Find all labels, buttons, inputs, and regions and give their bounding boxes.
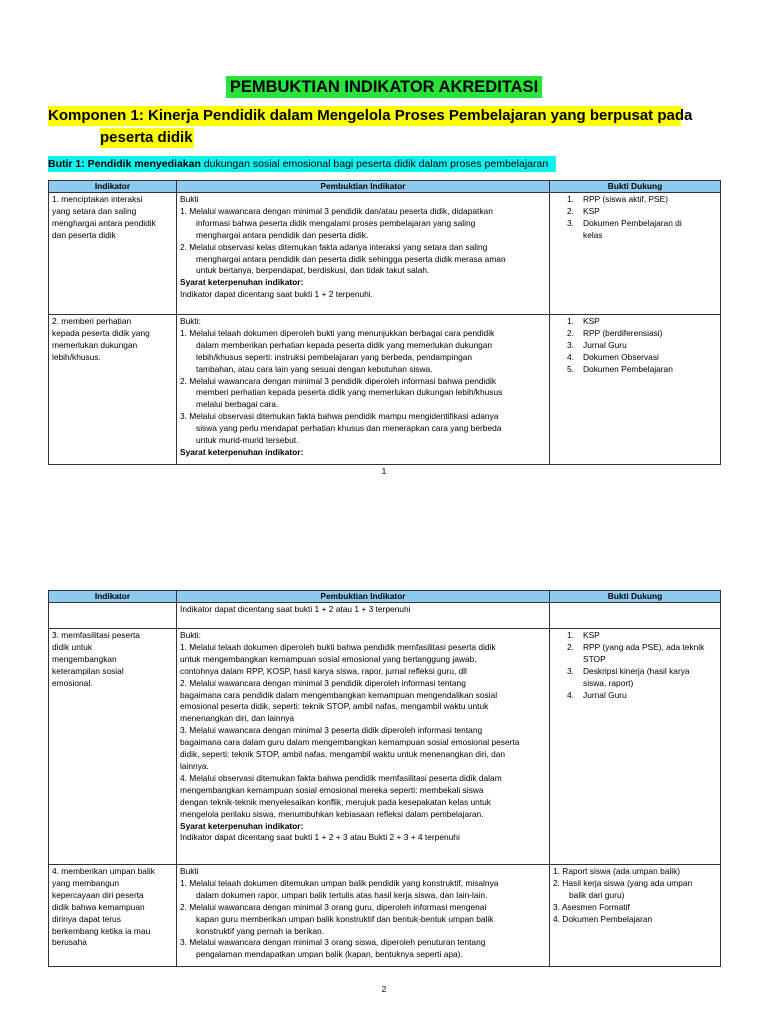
list-item: 3. Dokumen Pembelajaran di: [567, 217, 682, 228]
pembuktian-line: 4. Melalui observasi ditemukan fakta bahwa pendidik memfasilitasi peserta didik dalam: [180, 772, 502, 783]
pembuktian-line: bagaimana cara dalam guru dalam mengembangkan kemampuan sosial emosional peserta: [180, 737, 520, 748]
bukti-dukung-cell: [550, 315, 721, 465]
pembuktian-line: menghargai antara pendidik dan peserta didik.: [196, 229, 369, 240]
list-item: 1. RPP (siswa aktif, PSE): [567, 194, 669, 204]
butir-heading: [48, 156, 556, 172]
bukti-line: balik dari guru): [569, 889, 625, 900]
indikator-line: 3. memfasilitasi peserta: [52, 630, 140, 640]
pembuktian-line: dengan teknik-teknik menyelesaikan konflik, merujuk pada kesepakatan kelas untuk: [180, 796, 491, 807]
document-title: PEMBUKTIAN INDIKATOR AKREDITASI: [226, 76, 542, 98]
header-pembuktian: Pembuktian Indikator: [177, 181, 550, 193]
table-header-row: [49, 181, 721, 193]
indikator-line: lebih/khusus.: [52, 351, 101, 362]
header-bukti-dukung: Bukti Dukung: [550, 591, 721, 603]
pembuktian-line: untuk mengembangkan kemampuan sosial emosional yang bertanggung jawab,: [180, 653, 477, 664]
pembuktian-line: 3. Melalui wawancara dengan minimal 3 peserta didik diperoleh informasi tentang: [180, 725, 483, 736]
indikator-cell: [49, 603, 177, 629]
syarat-text: Indikator dapat dicentang saat bukti 1 + 2 + 3 atau Bukti 2 + 3 + 4 terpenuhi: [180, 832, 460, 843]
bukti-dukung-cell: [550, 865, 721, 967]
pembuktian-line: 1. Melalui telaah dokumen diperoleh bukti bahwa pendidik memfasilitasi peserta didik: [180, 641, 496, 652]
pembuktian-line: emosional peserta didik, seperti: teknik STOP, ambil nafas, mengambil waktu untuk: [180, 701, 489, 712]
pembuktian-head: Bukti: [180, 866, 199, 876]
bukti-dukung-cell: [550, 629, 721, 865]
indikator-cell: [49, 315, 177, 465]
pembuktian-line: 1. Melalui wawancara dengan minimal 3 pendidik dan/atau peserta didik, didapatkan: [180, 205, 493, 216]
list-item: 1. KSP: [567, 630, 600, 640]
list-item: 2. KSP: [567, 205, 600, 216]
pembuktian-line: konstruktif yang pernah ia berikan.: [196, 925, 325, 936]
indikator-line: 4. memberikan umpan balik: [52, 866, 155, 876]
indikator-line: dirinya dapat terus: [52, 913, 121, 924]
komponen-heading-line1: Komponen 1: Kinerja Pendidik dalam Mengelola Proses Pembelajaran yang berpusat pada: [48, 107, 693, 124]
bukti-line: 2. Hasil kerja siswa (yang ada umpan: [553, 877, 693, 888]
pembuktian-line: menghargai antara pendidik dan peserta didik sehingga peserta didik merasa aman: [196, 253, 506, 264]
butir-heading-rest: dukungan sosial emosional bagi peserta didik dalam proses pembelajaran: [200, 158, 549, 170]
pembuktian-cell: [177, 315, 550, 465]
indicator-table-page2: [48, 590, 721, 967]
pembuktian-line: mengembangkan kemampuan sosial emosional mereka seperti: membekali siswa: [180, 784, 484, 795]
bukti-line: 4. Dokumen Pembelajaran: [553, 913, 653, 924]
pembuktian-line: siswa yang perlu mendapat perhatian khusus dan menerapkan cara yang berbeda: [196, 423, 502, 434]
indikator-line: mengembangkan: [52, 653, 117, 664]
list-item: 5. Dokumen Pembelajaran: [567, 363, 673, 374]
pembuktian-line: 2. Melalui wawancara dengan minimal 3 pendidik diperoleh informasi tentang: [180, 677, 466, 688]
page-number: 2: [381, 984, 387, 994]
indikator-line: berusaha: [52, 937, 87, 948]
bukti-dukung-cell: [550, 193, 721, 315]
bukti-list: [553, 194, 717, 242]
pembuktian-cell: [177, 629, 550, 865]
pembuktian-head: Bukti: [180, 194, 199, 204]
pembuktian-line: dalam dokumen rapor, umpan balik tertulis atas hasil kerja siswa, dan lain-lain.: [196, 889, 488, 900]
bukti-line: 3. Asesmen Formatif: [553, 901, 630, 912]
list-item: STOP: [583, 653, 606, 664]
pembuktian-line: melalui berbagai cara.: [196, 399, 279, 410]
indikator-line: didik bahwa kemampuan: [52, 901, 145, 912]
pembuktian-line: untuk murid-murid tersebut.: [196, 435, 299, 446]
pembuktian-line: pengalaman mendapatkan umpan balik (kapan, bentuknya seperti apa).: [196, 949, 463, 960]
table-row: [49, 865, 721, 967]
pembuktian-line: 2. Melalui observasi kelas ditemukan fakta adanya interaksi yang setara dan saling: [180, 241, 488, 252]
indikator-line: emosional.: [52, 677, 93, 688]
table-row: [49, 603, 721, 629]
indikator-line: yang setara dan saling: [52, 205, 137, 216]
indikator-line: menghargai antara pendidik: [52, 217, 156, 228]
list-item: 2. RPP (yang ada PSE), ada teknik: [567, 641, 705, 652]
pembuktian-cell: [177, 865, 550, 967]
list-item: 1. KSP: [567, 316, 600, 326]
pembuktian-head: Bukti:: [180, 630, 201, 640]
bukti-line: 1. Raport siswa (ada umpan balik): [553, 866, 681, 876]
indikator-line: kepada peserta didik yang: [52, 327, 150, 338]
continuation-text: Indikator dapat dicentang saat bukti 1 + 2 atau 1 + 3 terpenuhi: [180, 604, 411, 614]
page-number: 1: [381, 466, 387, 476]
indikator-line: 2. memberi perhatian: [52, 316, 132, 326]
bukti-dukung-cell: [550, 603, 721, 629]
header-pembuktian: Pembuktian Indikator: [177, 591, 550, 603]
syarat-heading: Syarat keterpenuhan indikator:: [180, 277, 304, 288]
list-item: 4. Jurnal Guru: [567, 689, 627, 700]
butir-heading-bold: Butir 1: Pendidik menyediakan: [48, 158, 201, 170]
indikator-line: dan peserta didik: [52, 229, 116, 240]
pembuktian-line: 3. Melalui wawancara dengan minimal 3 orang siswa, diperoleh penuturan tentang: [180, 937, 486, 948]
indikator-line: kepercayaan diri peserta: [52, 889, 144, 900]
indicator-table-page1: [48, 180, 721, 465]
list-item: 4. Dokumen Observasi: [567, 351, 659, 362]
pembuktian-line: 1. Melalui telaah dokumen diperoleh bukti yang menunjukkan berbagai cara pendidik: [180, 327, 495, 338]
header-bukti-dukung: Bukti Dukung: [550, 181, 721, 193]
bukti-list: [553, 316, 717, 376]
syarat-heading: Syarat keterpenuhan indikator:: [180, 820, 304, 831]
pembuktian-line: 3. Melalui observasi ditemukan fakta bahwa pendidik mampu mengidentifikasi adanya: [180, 411, 499, 422]
table-row: [49, 629, 721, 865]
header-indikator: Indikator: [49, 591, 177, 603]
pembuktian-line: lainnya.: [180, 760, 209, 771]
pembuktian-line: 1. Melalui telaah dokumen ditemukan umpan balik pendidik yang konstruktif, misalnya: [180, 877, 499, 888]
list-item: 3. Deskripsi kinerja (hasil karya: [567, 665, 690, 676]
komponen-heading-line2: peserta didik: [100, 129, 193, 146]
indikator-line: didik untuk: [52, 641, 93, 652]
indikator-line: memerlukan dukungan: [52, 339, 138, 350]
table-row: [49, 315, 721, 465]
syarat-text: Indikator dapat dicentang saat bukti 1 + 2 terpenuhi.: [180, 289, 373, 300]
pembuktian-line: memberi perhatian kepada peserta didik yang memerlukan dukungan lebih/khusus: [196, 387, 503, 398]
indikator-cell: [49, 865, 177, 967]
indikator-cell: [49, 629, 177, 865]
table-header-row: [49, 591, 721, 603]
pembuktian-line: 2. Melalui wawancara dengan minimal 3 pendidik diperoleh informasi bahwa pendidik: [180, 375, 497, 386]
pembuktian-line: tambahan, atau cara lain yang sesuai dengan kebutuhan siswa.: [196, 363, 433, 374]
pembuktian-line: mengelola perilaku siswa, menumbuhkan kebiasaan refleksi dalam pembelajaran.: [180, 808, 484, 819]
header-indikator: Indikator: [49, 181, 177, 193]
indikator-line: 1. menciptakan interaksi: [52, 194, 143, 204]
list-item: 3. Jurnal Guru: [567, 339, 627, 350]
pembuktian-line: didik, seperti: teknik STOP, ambil nafas, mengambil waktu untuk menenangkan diri, dan: [180, 749, 506, 760]
pembuktian-cell: [177, 603, 550, 629]
indikator-cell: [49, 193, 177, 315]
pembuktian-line: informasi bahwa peserta didik mengalami proses pembelajaran yang saling: [196, 217, 476, 228]
indikator-line: yang membangun: [52, 877, 120, 888]
pembuktian-line: 2. Melalui wawancara dengan minimal 3 orang guru, diperoleh informasi mengenai: [180, 901, 487, 912]
pembuktian-line: bagaimana cara pendidik dalam mengembangkan kemampuan mengendalikan sosial: [180, 689, 498, 700]
syarat-heading: Syarat keterpenuhan indikator:: [180, 446, 304, 457]
pembuktian-line: dalam memberikan perhatian kepada peserta didik yang memerlukan dukungan: [196, 339, 493, 350]
pembuktian-head: Bukti:: [180, 316, 201, 326]
pembuktian-line: menenangkan diri, dan lainnya: [180, 713, 295, 724]
list-item: 2. RPP (berdiferensiasi): [567, 327, 663, 338]
bukti-list: [553, 630, 717, 701]
indikator-line: berkembang ketika ia mau: [52, 925, 151, 936]
list-item: siswa, raport): [583, 677, 634, 688]
list-item: kelas: [583, 229, 603, 240]
indikator-line: keterampilan sosial: [52, 665, 124, 676]
table-row: [49, 193, 721, 315]
pembuktian-line: untuk bertanya, berpendapat, berdiskusi, dan tidak takut salah.: [196, 265, 430, 276]
pembuktian-line: contohnya dalam RPP, KOSP, hasil karya siswa, rapor, jurnal refleksi guru, dll: [180, 665, 467, 676]
pembuktian-line: lebih/khusus seperti: instruksi pembelajaran yang berbeda, pendampingan: [196, 351, 473, 362]
pembuktian-line: kapan guru memberikan umpan balik konstruktif dan bentuk-bentuk umpan balik: [196, 913, 494, 924]
pembuktian-cell: [177, 193, 550, 315]
